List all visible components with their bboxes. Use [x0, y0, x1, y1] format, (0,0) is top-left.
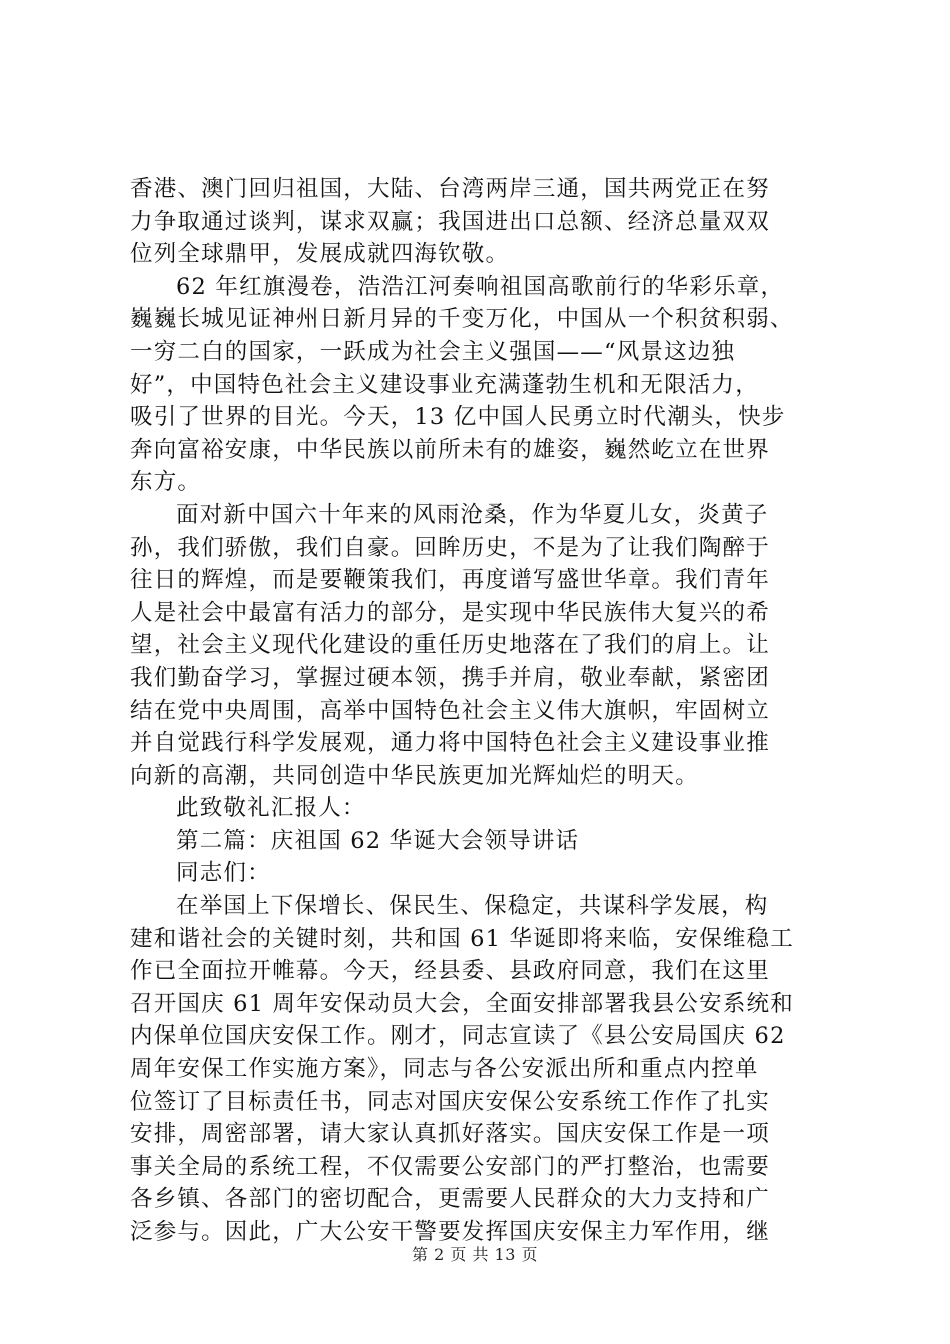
- text-line: 62 年红旗漫卷，浩浩江河奏响祖国高歌前行的华彩乐章，: [176, 273, 785, 300]
- text-line: 建和谐社会的关键时刻，共和国 61 华诞即将来临，安保维稳工: [130, 925, 794, 952]
- text-line: 安排，周密部署，请大家认真抓好落实。国庆安保工作是一项: [130, 1121, 770, 1148]
- text-line: 泛参与。因此，广大公安干警要发挥国庆安保主力军作用，继: [130, 1219, 770, 1245]
- text-line: 第二篇：庆祖国 62 华诞大会领导讲话: [176, 827, 580, 854]
- text-line: 召开国庆 61 周年安保动员大会，全面安排部署我县公安系统和: [130, 990, 794, 1017]
- text-line: 吸引了世界的目光。今天，13 亿中国人民勇立时代潮头，快步: [130, 404, 786, 431]
- text-line: 孙，我们骄傲，我们自豪。回眸历史，不是为了让我们陶醉于: [130, 534, 770, 561]
- text-line: 此致敬礼汇报人：: [176, 795, 366, 822]
- document-body: [130, 173, 830, 1249]
- text-line: 人是社会中最富有活力的部分，是实现中华民族伟大复兴的希: [130, 599, 770, 626]
- text-line: 各乡镇、各部门的密切配合，更需要人民群众的大力支持和广: [130, 1186, 770, 1213]
- text-line: 事关全局的系统工程，不仅需要公安部门的严打整治，也需要: [130, 1153, 770, 1180]
- text-line: 内保单位国庆安保工作。刚才，同志宣读了《县公安局国庆 62: [130, 1023, 786, 1050]
- text-line: 巍巍长城见证神州日新月异的千变万化，中国从一个积贫积弱、: [130, 306, 794, 333]
- text-line: 奔向富裕安康，中华民族以前所未有的雄姿，巍然屹立在世界: [130, 436, 770, 463]
- page-footer: 第 2 页 共 13 页: [412, 1245, 538, 1264]
- text-line: 香港、澳门回归祖国，大陆、台湾两岸三通，国共两党正在努: [130, 176, 770, 202]
- text-line: 往日的辉煌，而是要鞭策我们，再度谱写盛世华章。我们青年: [130, 567, 770, 594]
- text-line: 作已全面拉开帷幕。今天，经县委、县政府同意，我们在这里: [130, 958, 770, 985]
- text-line: 力争取通过谈判，谋求双赢；我国进出口总额、经济总量双双: [130, 208, 770, 235]
- text-line: 结在党中央周围，高举中国特色社会主义伟大旗帜，牢固树立: [130, 697, 770, 724]
- text-line: 望，社会主义现代化建设的重任历史地落在了我们的肩上。让: [130, 632, 770, 659]
- text-line: 同志们：: [176, 860, 271, 887]
- text-line: 面对新中国六十年来的风雨沧桑，作为华夏儿女，炎黄子: [176, 501, 769, 528]
- text-line: 并自觉践行科学发展观，通力将中国特色社会主义建设事业推: [130, 730, 770, 757]
- text-line: 我们勤奋学习，掌握过硬本领，携手并肩，敬业奉献，紧密团: [130, 664, 770, 691]
- text-line: 一穷二白的国家，一跃成为社会主义强国——“风景这边独: [130, 338, 736, 365]
- text-line: 在举国上下保增长、保民生、保稳定，共谋科学发展，构: [176, 893, 769, 920]
- text-line: 位签订了目标责任书，同志对国庆安保公安系统工作作了扎实: [130, 1088, 770, 1115]
- text-line: 向新的高潮，共同创造中华民族更加光辉灿烂的明天。: [130, 762, 699, 789]
- text-line: 东方。: [130, 469, 202, 496]
- text-line: 好”，中国特色社会主义建设事业充满蓬勃生机和无限活力，: [130, 371, 759, 398]
- text-line: 位列全球鼎甲，发展成就四海钦敬。: [130, 241, 510, 268]
- text-line: 周年安保工作实施方案》，同志与各公安派出所和重点内控单: [130, 1056, 759, 1083]
